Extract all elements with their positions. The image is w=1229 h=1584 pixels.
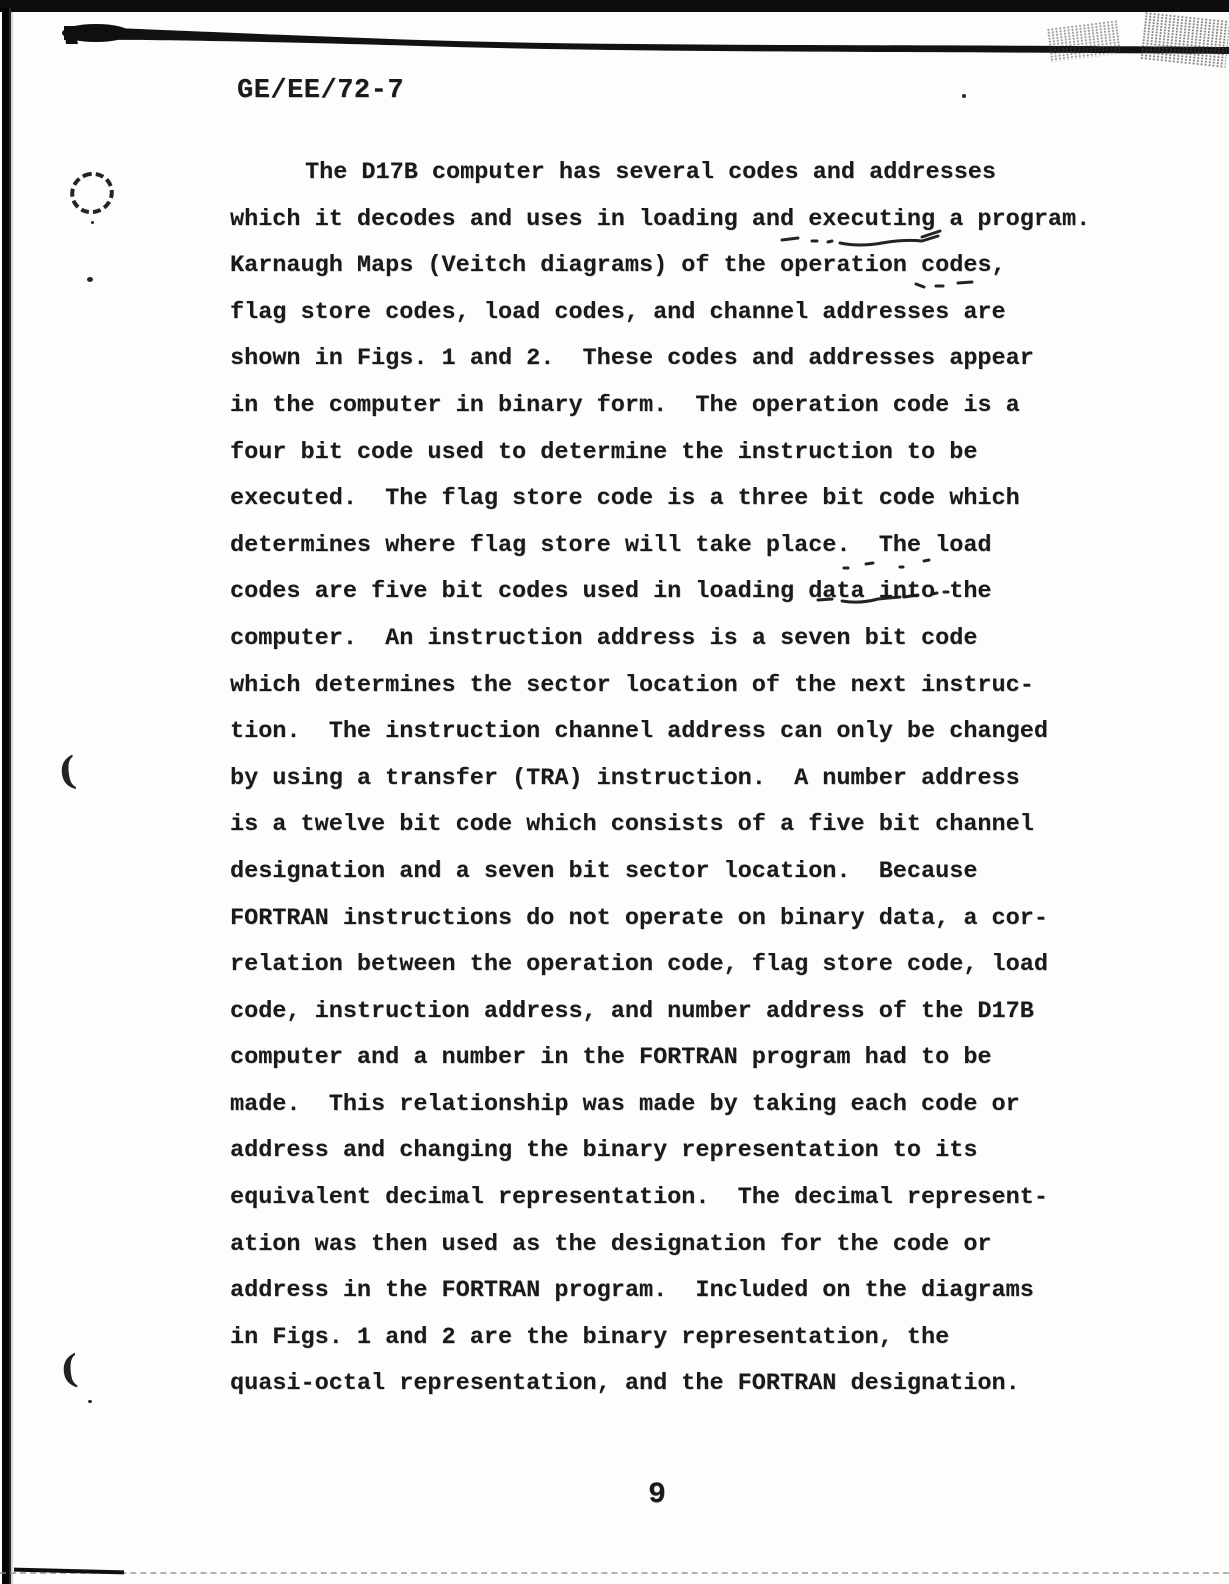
text-line: The D17B computer has several codes and addresses xyxy=(305,159,997,186)
text-line: code, instruction address, and number address of the D17B xyxy=(230,997,1034,1025)
scan-bottom-edge-line xyxy=(0,1572,1229,1574)
text-line: four bit code used to determine the instruction to be xyxy=(230,438,978,466)
text-line: which it decodes and uses in loading and executing a program. xyxy=(230,205,1091,233)
text-line: address and changing the binary representation to its xyxy=(230,1137,978,1165)
text-line: ation was then used as the designation for the code or xyxy=(230,1230,992,1258)
text-line: which determines the sector location of the next instruc- xyxy=(230,671,1034,699)
page-number: 9 xyxy=(648,1478,667,1512)
text-line: FORTRAN instructions do not operate on binary data, a cor- xyxy=(230,904,1048,932)
stray-paren-mark: ( xyxy=(55,747,79,794)
text-line: is a twelve bit code which consists of a five bit channel xyxy=(230,811,1034,839)
text-block xyxy=(230,150,1160,1408)
text-line: determines where flag store will take place. The load xyxy=(230,531,992,559)
text-line: executed. The flag store code is a three bit code which xyxy=(230,485,1020,513)
text-line: Karnaugh Maps (Veitch diagrams) of the operation codes, xyxy=(230,252,1006,280)
text-line: in the computer in binary form. The operation code is a xyxy=(230,391,1020,419)
text-line: designation and a seven bit sector location. Because xyxy=(230,857,978,885)
text-line: by using a transfer (TRA) instruction. A number address xyxy=(230,764,1020,792)
text-line: made. This relationship was made by taking each code or xyxy=(230,1090,1020,1118)
text-line: computer and a number in the FORTRAN program had to be xyxy=(230,1044,992,1072)
text-line: in Figs. 1 and 2 are the binary representation, the xyxy=(230,1323,950,1351)
text-line: codes are five bit codes used in loading data into the xyxy=(230,578,992,606)
text-line: shown in Figs. 1 and 2. These codes and addresses appear xyxy=(230,345,1034,373)
text-line: flag store codes, load codes, and channel addresses are xyxy=(230,298,1006,326)
text-line: quasi-octal representation, and the FORTRAN designation. xyxy=(230,1370,1020,1398)
text-line: address in the FORTRAN program. Included on the diagrams xyxy=(230,1277,1034,1305)
text-line: tion. The instruction channel address can only be changed xyxy=(230,718,1048,746)
text-line: equivalent decimal representation. The decimal represent- xyxy=(230,1184,1048,1212)
text-line: computer. An instruction address is a seven bit code xyxy=(230,624,978,652)
report-number-header: GE/EE/72-7 xyxy=(237,76,405,106)
text-line: relation between the operation code, flag store code, load xyxy=(230,951,1048,979)
stray-paren-mark: ( xyxy=(58,1345,80,1392)
